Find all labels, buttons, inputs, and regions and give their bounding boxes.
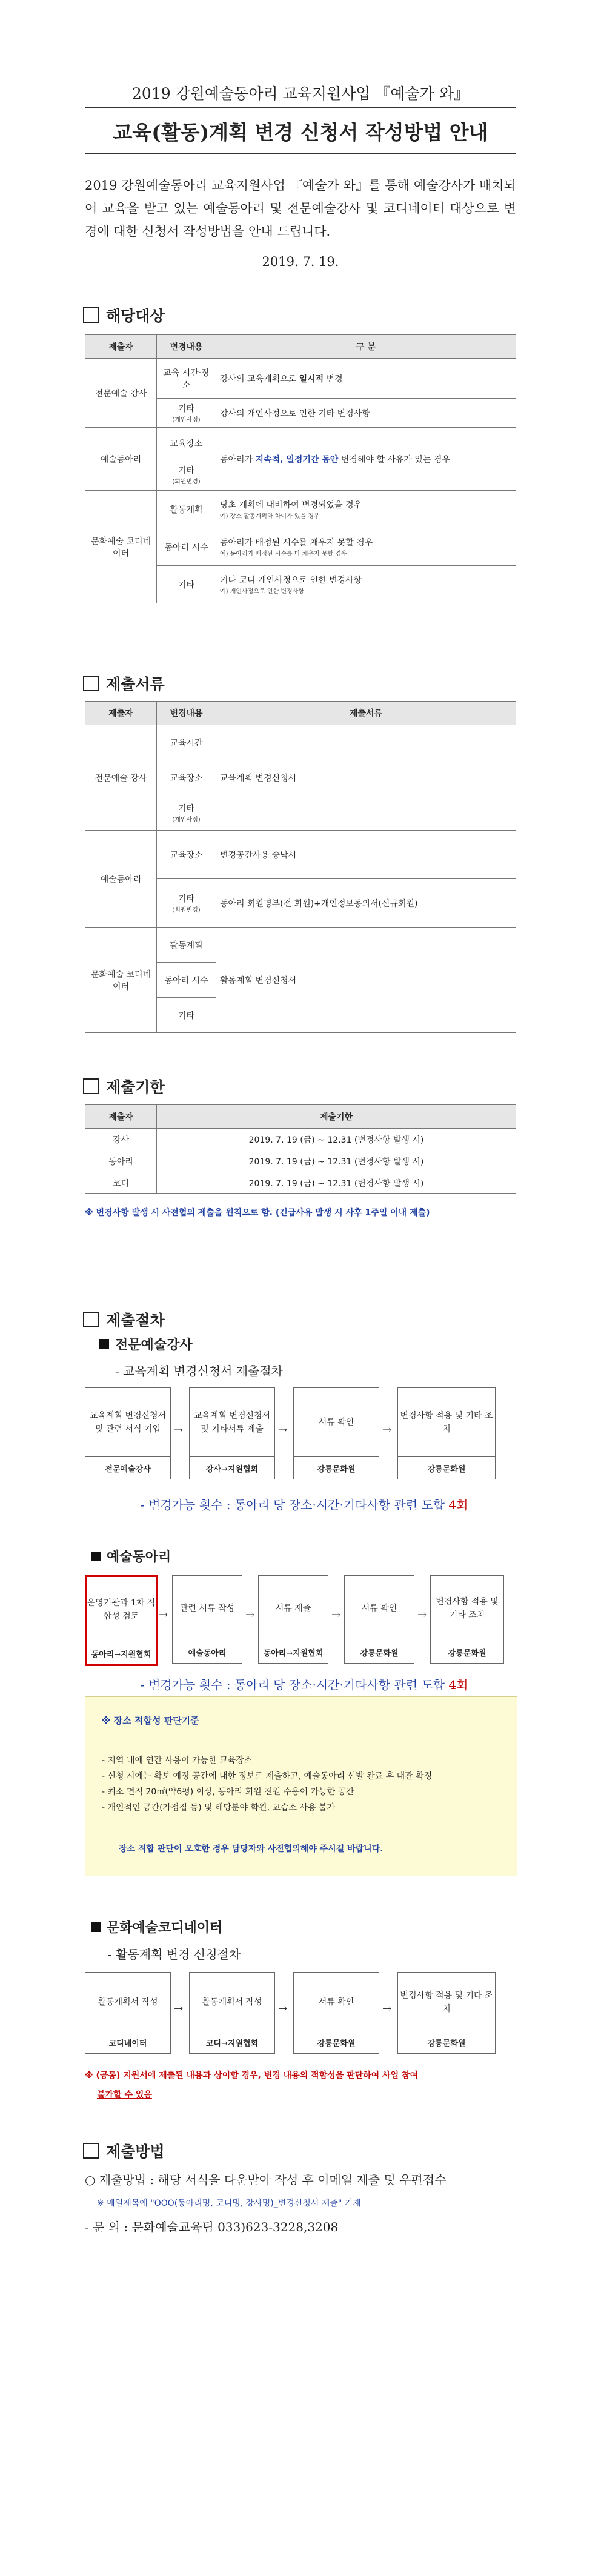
doc-date: 2019. 7. 19. (262, 254, 339, 269)
method-contact: - 문 의 : 문화예술교육팀 033)623-3228,3208 (85, 2220, 339, 2234)
arrow-right-icon: → (278, 2002, 288, 2015)
list-item: - 최소 면적 20㎡(약6평) 이상, 동아리 회원 전원 수용이 가능한 공간 (102, 1787, 354, 1797)
criteria-title: ※ 장소 적합성 판단기준 (102, 1715, 199, 1726)
arrow-right-icon: → (159, 1608, 168, 1621)
section-box-icon (83, 676, 99, 691)
method-line: ○ 제출방법 : 해당 서식을 다운받아 작성 후 이메일 제출 및 우편접수 (85, 2173, 447, 2187)
target-table: 제출자 변경내용 구 분 전문예술 강사 교육 시간·장소 강사의 교육계획으로 일시적 변경 기타 (개인사정) 강사의 개인사정으로 인한 기타 변경사항 예술동아리 교육장소 동아리가 지속적, 일정기간 동안 변경해야 할 사유가 있는 경우 기타 (회원변경) 문화예술 코디네이터 활동계획 당초 계획에 대비하여 변경되었을 경우 예) 장소 활동계획와 차이가 있을 경우 동아리 시수 동아리가 배정된 시수를 채우지 못할 경우 예) 동아리가 배정된 시수를 다 채우지 못할 경우 기타 기타 코디 개인사정으로 인한 변경사항 예) 개인사정으로 인한 변경사항 (85, 334, 516, 603)
arrow-right-icon: → (331, 1608, 341, 1621)
section-deadline-heading: 제출기한 (83, 1075, 165, 1097)
docs-table: 제출자 변경내용 제출서류 전문예술 강사 교육시간 교육계획 변경신청서 교육장소 기타 (개인사정) 예술동아리 교육장소 변경공간사용 승낙서 기타 (회원변경) 동아리 회원명부(전 회원)+개인정보동의서(신규회원) 문화예술 코디네이터 활동계획 활동계획 변경신청서 동아리 시수 기타 (85, 701, 516, 1033)
black-square-icon (91, 1922, 101, 1932)
black-square-icon (99, 1339, 109, 1349)
title-rule-top (85, 107, 516, 108)
list-item: - 지역 내에 연간 사용이 가능한 교육장소 (102, 1756, 253, 1765)
deadline-note: ※ 변경사항 발생 시 사전협의 제출을 원칙으로 함. (긴급사유 발생 시 사후 1주일 이내 제출) (85, 1208, 430, 1218)
flow-step-highlighted: 운영기관과 1차 적합성 검토 동아리→지원협회 (85, 1575, 158, 1666)
flow-step: 변경사항 적용 및 기타 조치 강릉문화원 (430, 1575, 504, 1664)
club-limit: - 변경가능 횟수 : 동아리 당 장소·시간·기타사항 관련 도합 4회 (141, 1678, 468, 1692)
lecturer-heading: 전문예술강사 (99, 1335, 193, 1353)
flow-step: 활동계획서 작성 코디→지원협회 (189, 1972, 275, 2054)
arrow-right-icon: → (278, 1424, 288, 1436)
criteria-box (85, 1696, 517, 1876)
flow-step: 서류 확인 강릉문화원 (344, 1575, 414, 1664)
coordinator-heading: 문화예술코디네이터 (91, 1917, 222, 1936)
arrow-right-icon: → (382, 2002, 392, 2015)
arrow-right-icon: → (174, 2002, 184, 2015)
deadline-table: 제출자 제출기한 강사 2019. 7. 19 (금) ~ 12.31 (변경사항 발생 시) 동아리 2019. 7. 19 (금) ~ 12.31 (변경사항 발생 시) 코디 2019. 7. 19 (금) ~ 12.31 (변경사항 발생 시) (85, 1104, 516, 1194)
doc-title: 교육(활동)계획 변경 신청서 작성방법 안내 (113, 121, 488, 144)
common-warning: ※ (공통) 지원서에 제출된 내용과 상이할 경우, 변경 내용의 적합성을 판단하여 사업 참여 불가할 수 있음 (85, 2071, 419, 2100)
arrow-right-icon: → (417, 1608, 427, 1621)
intro-paragraph: 2019 강원예술동아리 교육지원사업 『예술가 와』를 통해 예술강사가 배치되어 교육을 받고 있는 예술동아리 및 전문예술강사 및 코디네이터 대상으로 변경에 대한 신청서 작성방법을 안내 드립니다. (85, 178, 516, 239)
flow-step: 교육계획 변경신청서 및 관련 서식 기입 전문예술강사 (85, 1387, 171, 1479)
section-procedure-heading: 제출절차 (83, 1309, 165, 1330)
section-docs-heading: 제출서류 (83, 672, 165, 694)
section-box-icon (83, 307, 99, 323)
club-heading: 예술동아리 (91, 1547, 171, 1565)
flow-step: 서류 확인 강릉문화원 (293, 1387, 379, 1479)
list-item: - 개인적인 공간(가정집 등) 및 해당분야 학원, 교습소 사용 불가 (102, 1803, 336, 1813)
arrow-right-icon: → (174, 1424, 184, 1436)
criteria-list (102, 1753, 502, 1816)
flow-step: 변경사항 적용 및 기타 조치 강릉문화원 (397, 1387, 496, 1479)
flow-step: 서류 확인 강릉문화원 (293, 1972, 379, 2054)
flow-step: 변경사항 적용 및 기타 조치 강릉문화원 (397, 1972, 496, 2054)
section-box-icon (83, 2143, 99, 2159)
lecturer-subtitle: - 교육계획 변경신청서 제출절차 (115, 1364, 283, 1378)
black-square-icon (91, 1552, 101, 1561)
title-rule-bottom (85, 153, 516, 154)
table-header-row: 제출자 변경내용 구 분 (85, 335, 516, 359)
flow-step: 활동계획서 작성 코디네이터 (85, 1972, 171, 2054)
section-box-icon (83, 1078, 99, 1094)
flow-step: 교육계획 변경신청서 및 기타서류 제출 강사→지원협회 (189, 1387, 275, 1479)
lecturer-limit: - 변경가능 횟수 : 동아리 당 장소·시간·기타사항 관련 도합 4회 (141, 1498, 468, 1512)
section-box-icon (83, 1312, 99, 1327)
flow-step: 서류 제출 동아리→지원협회 (258, 1575, 328, 1664)
criteria-footer: 장소 적합 판단이 모호한 경우 담당자와 사전협의해야 주시길 바랍니다. (119, 1844, 384, 1854)
section-method-heading: 제출방법 (83, 2140, 165, 2162)
coordinator-subtitle: - 활동계획 변경 신청절차 (108, 1947, 241, 1962)
arrow-right-icon: → (382, 1424, 392, 1436)
method-mail-note: ※ 메일제목에 "OOO(동아리명, 코디명, 강사명)_변경신청서 제출" 기재 (97, 2199, 361, 2208)
flow-step: 관련 서류 작성 예술동아리 (172, 1575, 242, 1664)
arrow-right-icon: → (245, 1608, 255, 1621)
table-cell: 전문예술 강사 (85, 359, 157, 428)
list-item: - 신청 시에는 확보 예정 공간에 대한 정보로 제출하고, 예술동아리 선발 완료 후 대관 확정 (102, 1771, 433, 1781)
doc-subtitle: 2019 강원예술동아리 교육지원사업 『예술가 와』 (132, 85, 469, 102)
section-target-heading: 해당대상 (83, 304, 165, 326)
